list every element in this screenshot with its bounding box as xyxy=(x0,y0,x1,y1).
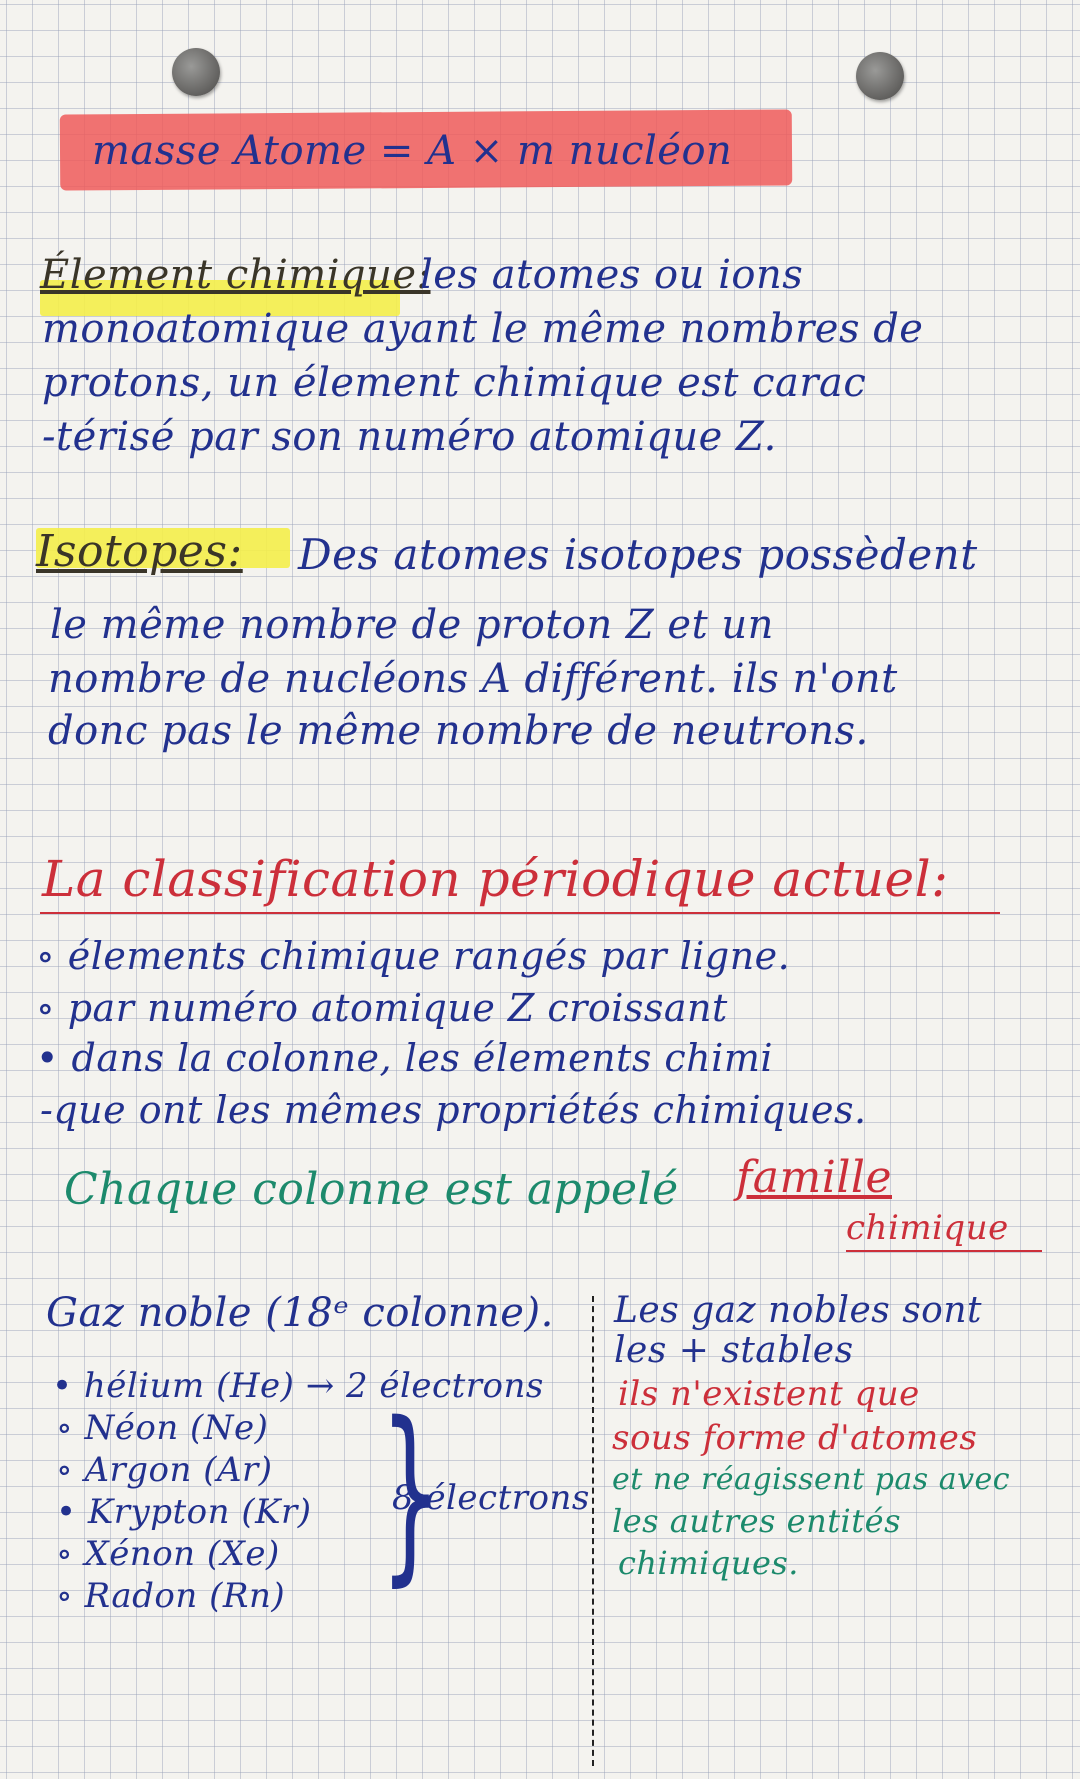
bullet-item-1 xyxy=(36,934,790,978)
binder-hole-right xyxy=(856,52,904,100)
element-name: Argon (Ar) xyxy=(84,1450,273,1490)
element-line-4: -térisé par son numéro atomique Z. xyxy=(42,414,777,460)
helium-line xyxy=(52,1366,544,1406)
binder-hole-left xyxy=(172,48,220,96)
gaz-title: Gaz noble (18ᵉ colonne). xyxy=(46,1290,554,1336)
element-item-1 xyxy=(56,1408,268,1448)
bullet-text: élements chimique rangés par ligne. xyxy=(67,934,791,978)
eight-electrons: 8 électrons xyxy=(392,1478,590,1518)
bullet-icon: • xyxy=(36,1036,72,1080)
classification-title: La classification périodique actuel: xyxy=(42,850,949,908)
element-name: Néon (Ne) xyxy=(84,1408,269,1448)
bullet-icon: ∘ xyxy=(36,934,68,978)
bullet-item-3 xyxy=(36,1036,773,1080)
element-line-1: les atomes ou ions xyxy=(420,252,804,298)
right-brace-icon: } xyxy=(380,1382,441,1603)
element-name: Xénon (Xe) xyxy=(84,1534,280,1574)
bullet-icon: • xyxy=(56,1492,88,1532)
family-sentence: Chaque colonne est appelé xyxy=(64,1164,679,1215)
bullet-icon: ∘ xyxy=(56,1408,85,1448)
element-item-5 xyxy=(56,1576,285,1616)
note-green-1: et ne réagissent pas avec xyxy=(612,1462,1011,1497)
element-line-3: protons, un élement chimique est carac xyxy=(42,360,867,406)
note-blue-2: les + stables xyxy=(614,1330,854,1371)
isotopes-title: Isotopes: xyxy=(36,526,243,577)
bullet-item-4: -que ont les mêmes propriétés chimiques. xyxy=(40,1088,867,1132)
element-line-2: monoatomique ayant le même nombres de xyxy=(42,306,924,352)
element-name: Radon (Rn) xyxy=(84,1576,286,1616)
bullet-icon: ∘ xyxy=(36,986,68,1030)
helium-text: hélium (He) → 2 électrons xyxy=(83,1366,544,1406)
bullet-text: dans la colonne, les élements chimi xyxy=(71,1036,773,1080)
bullet-item-2 xyxy=(36,986,728,1030)
note-green-2: les autres entités xyxy=(612,1502,901,1540)
element-name: Krypton (Kr) xyxy=(87,1492,312,1532)
family-term-2: chimique xyxy=(846,1208,1009,1248)
formula-heading: masse Atome = A × m nucléon xyxy=(92,128,733,174)
isotopes-line-4: donc pas le même nombre de neutrons. xyxy=(48,708,869,754)
bullet-text: par numéro atomique Z croissant xyxy=(67,986,728,1030)
note-red-1: ils n'existent que xyxy=(618,1374,920,1414)
note-green-3: chimiques. xyxy=(618,1544,799,1582)
title-underline xyxy=(40,912,1000,914)
element-item-3 xyxy=(56,1492,312,1532)
family-term: famille xyxy=(736,1152,892,1203)
element-title: Élement chimique: xyxy=(40,252,431,298)
bullet-icon: ∘ xyxy=(56,1534,85,1574)
isotopes-line-2: le même nombre de proton Z et un xyxy=(50,602,774,648)
element-item-4 xyxy=(56,1534,280,1574)
bullet-icon: ∘ xyxy=(56,1576,85,1616)
family-underline xyxy=(846,1250,1042,1252)
note-red-2: sous forme d'atomes xyxy=(612,1418,978,1458)
bullet-icon: ∘ xyxy=(56,1450,85,1490)
note-blue-1: Les gaz nobles sont xyxy=(614,1290,982,1331)
isotopes-line-1: Des atomes isotopes possèdent xyxy=(298,530,978,579)
bullet-icon: • xyxy=(52,1366,84,1406)
isotopes-line-3: nombre de nucléons A différent. ils n'ont xyxy=(48,656,898,702)
element-item-2 xyxy=(56,1450,273,1490)
column-divider xyxy=(592,1296,594,1766)
